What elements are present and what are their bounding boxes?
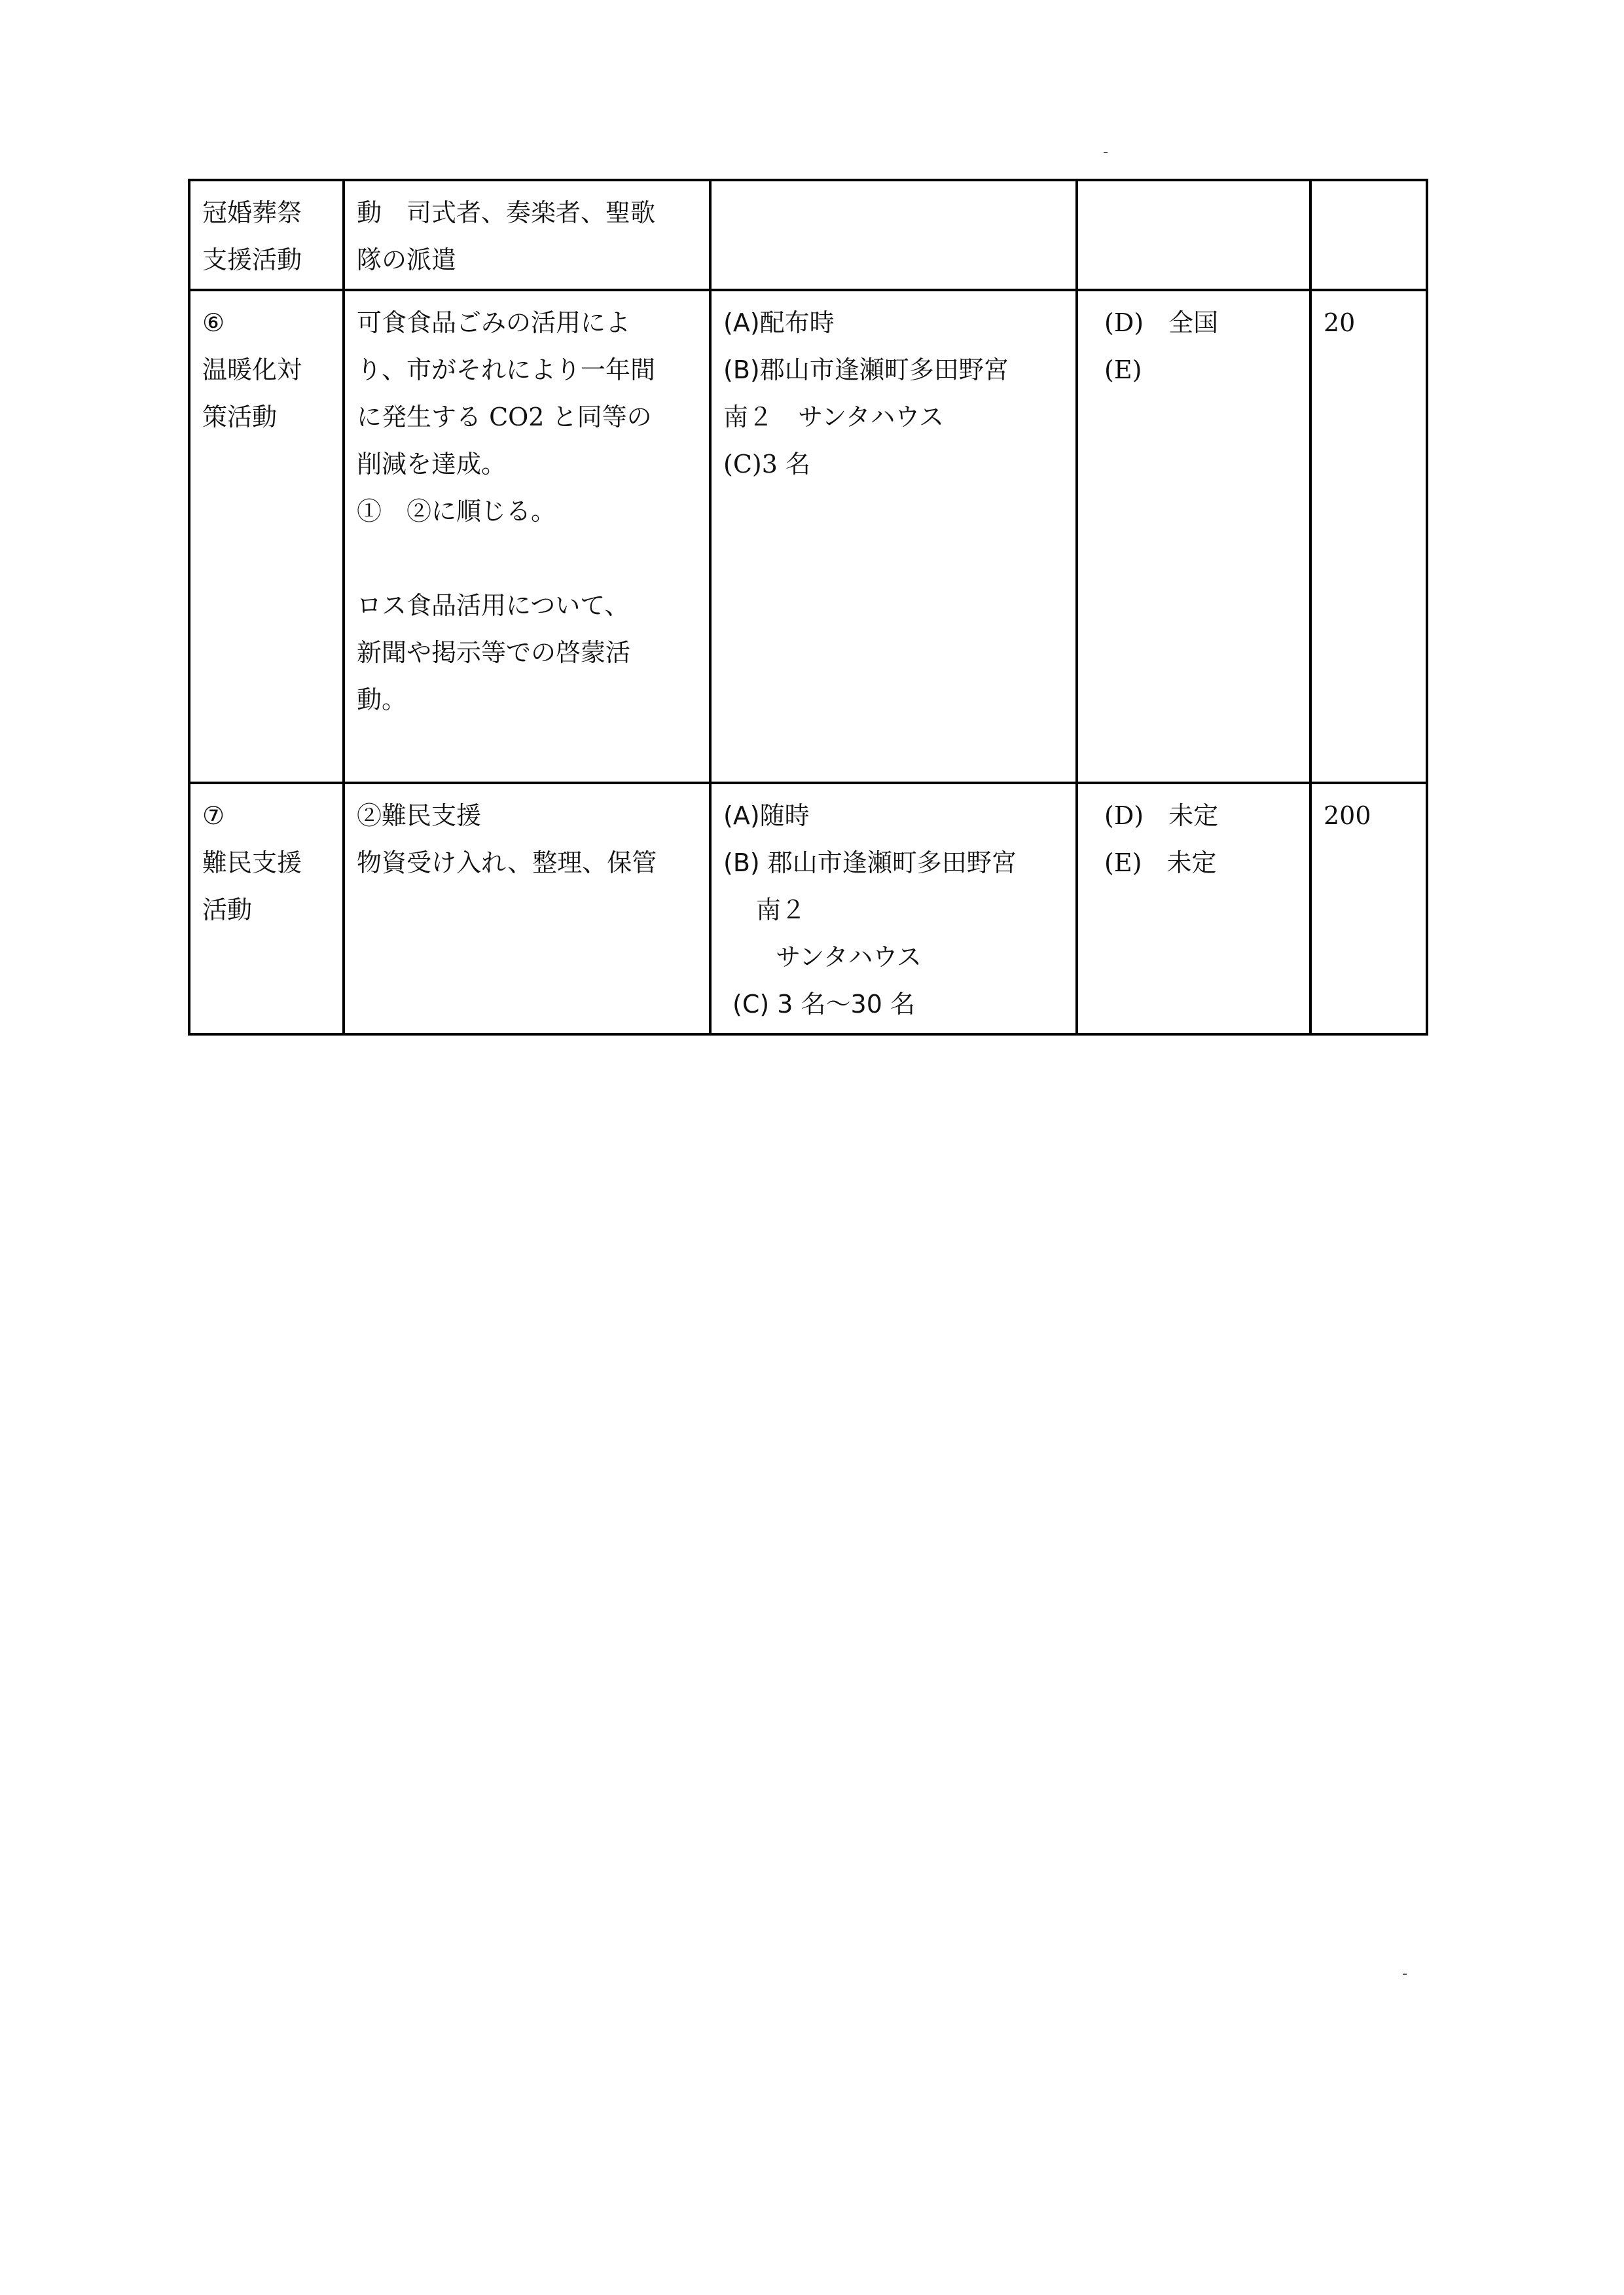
detail-place-cont: 南２ サンタハウス [723, 403, 945, 431]
count-value: 20 [1324, 308, 1356, 337]
scan-speck [1403, 1974, 1407, 1975]
content-line: 削減を達成。 [357, 450, 507, 479]
content-line: 可食食品ごみの活用によ [357, 308, 631, 337]
category-cell [189, 290, 344, 783]
details-cell [710, 180, 1077, 290]
content-cell [344, 783, 710, 1034]
details-cell [710, 783, 1077, 1034]
detail-place: (B)郡山市逢瀬町多田野宮 [723, 355, 1009, 384]
content-line: り、市がそれにより一年間 [357, 355, 656, 384]
detail-place-cont: サンタハウス [776, 943, 922, 971]
scope-e: (E) [1104, 355, 1142, 384]
content-cell [344, 180, 710, 290]
category-line: 難民支援 [202, 848, 302, 877]
category-cell [189, 783, 344, 1034]
scope-e: (E) 未定 [1104, 848, 1217, 877]
count-cell [1310, 290, 1427, 783]
content-line: ① ②に順じる。 [357, 497, 556, 526]
category-line: 温暖化対 [202, 355, 302, 384]
category-cell [189, 180, 344, 290]
scope-d: (D) 全国 [1104, 308, 1219, 337]
scope-cell [1077, 290, 1310, 783]
table-row [189, 290, 1427, 783]
table-row [189, 783, 1427, 1034]
content-line: 動 司式者、奏楽者、聖歌 [357, 198, 656, 227]
category-line: 支援活動 [202, 245, 302, 274]
content-line: ②難民支援 [357, 801, 482, 830]
content-line: 動。 [357, 685, 407, 714]
detail-people: (C)3 名 [723, 450, 810, 479]
item-number: ⑦ [202, 801, 225, 830]
content-line: 新聞や掲示等での啓蒙活 [357, 638, 631, 667]
category-line: 冠婚葬祭 [202, 198, 302, 227]
category-line: 活動 [202, 895, 253, 924]
scope-d: (D) 未定 [1104, 801, 1219, 830]
content-line: 物資受け入れ、整理、保管 [357, 848, 657, 877]
detail-place-cont: 南２ [756, 895, 806, 924]
detail-time: (A)配布時 [723, 308, 835, 337]
detail-place: (B) 郡山市逢瀬町多田野宮 [723, 848, 1017, 877]
content-line: に発生する CO2 と同等の [357, 403, 652, 431]
count-value: 200 [1324, 801, 1371, 830]
category-line: 策活動 [202, 403, 278, 431]
content-cell [344, 290, 710, 783]
scan-speck [1104, 152, 1108, 153]
item-number: ⑥ [202, 308, 225, 337]
details-cell [710, 290, 1077, 783]
count-cell [1310, 783, 1427, 1034]
scope-cell [1077, 180, 1310, 290]
content-line: 隊の派遣 [357, 245, 457, 274]
detail-people: (C) 3 名～30 名 [732, 990, 915, 1019]
table-row [189, 180, 1427, 290]
count-cell [1310, 180, 1427, 290]
blank-line [357, 535, 697, 582]
detail-time: (A)随時 [723, 801, 810, 830]
activities-table [188, 179, 1428, 1036]
scope-cell [1077, 783, 1310, 1034]
content-line: ロス食品活用について、 [357, 591, 630, 620]
